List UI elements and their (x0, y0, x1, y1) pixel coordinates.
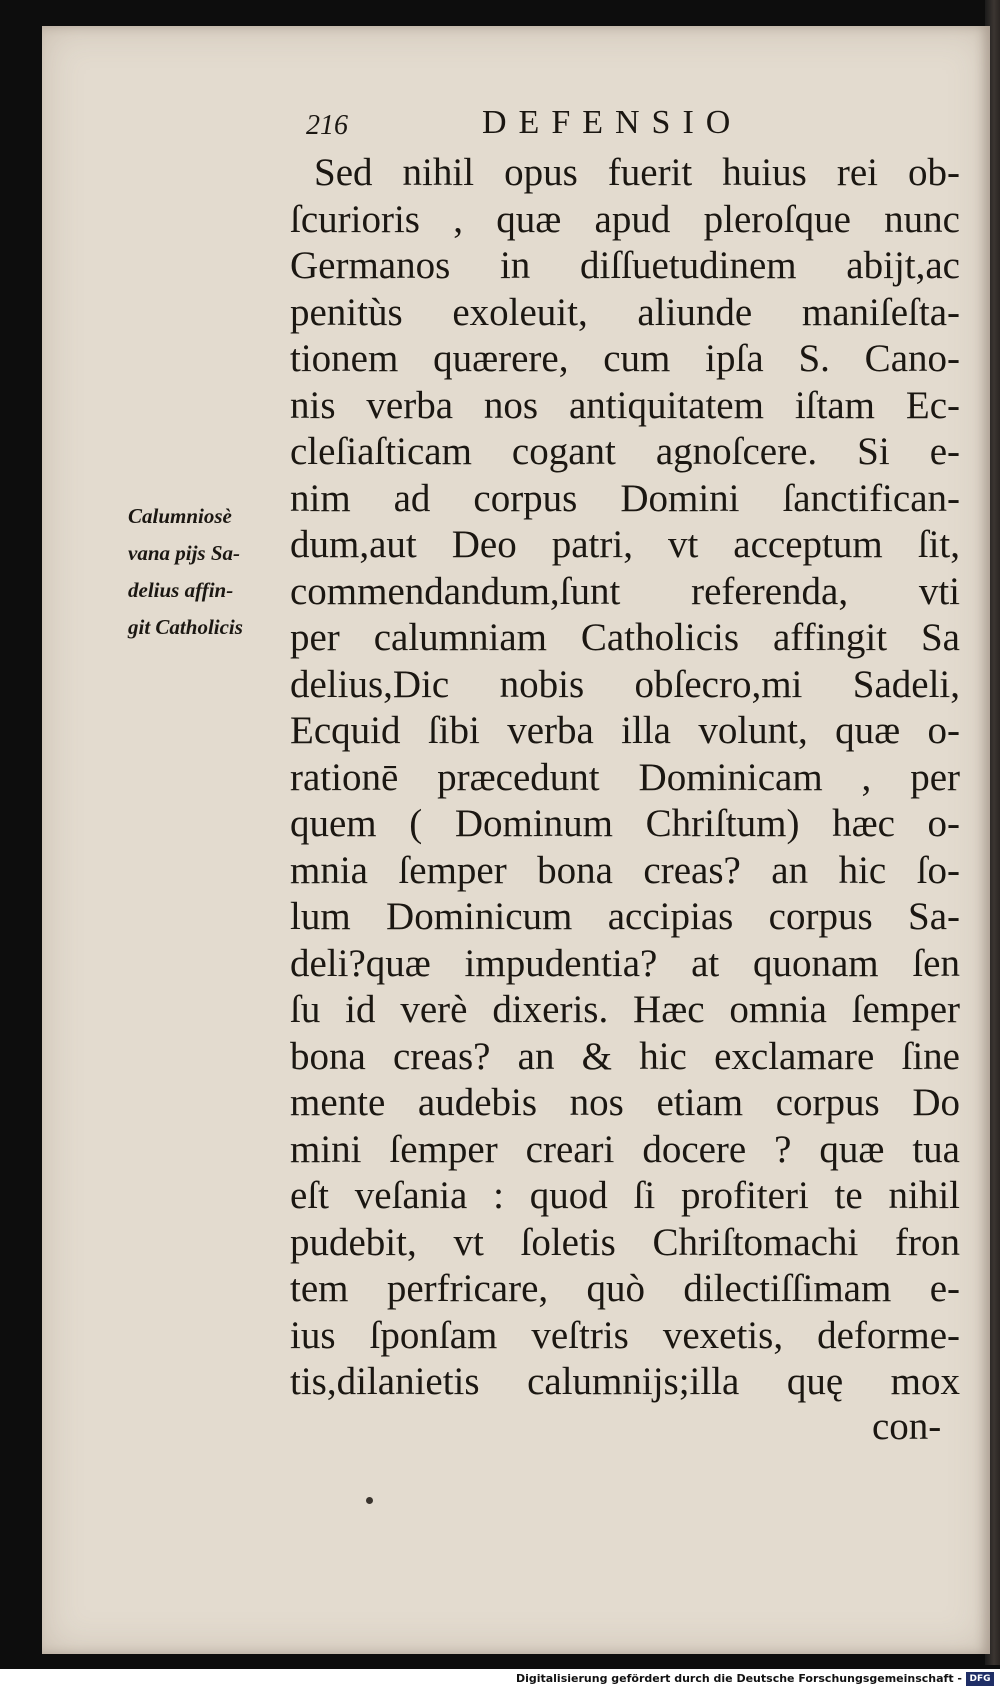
page-number: 216 (306, 110, 348, 141)
text-line: deli?quæ impudentia? at quonam ſen (290, 941, 960, 985)
text-line: nim ad corpus Domini ſanctifican- (290, 476, 960, 520)
marginal-note-line: delius affin- (128, 578, 234, 602)
text-line: tem perfricare, quò dilectiſſimam e- (290, 1267, 960, 1310)
catchword: con- (872, 1405, 942, 1448)
text-line: Germanos in diſſuetudinem abijt,ac (290, 244, 960, 287)
text-line: per calumniam Catholicis affingit Sa (290, 616, 960, 659)
text-line: ſu id verè dixeris. Hæc omnia ſemper (290, 988, 960, 1031)
text-line: quem ( Dominum Chriſtum) hæc o- (290, 802, 960, 845)
text-line: delius,Dic nobis obſecro,mi Sadeli, (290, 662, 960, 706)
marginal-note-line: git Catholicis (128, 615, 243, 639)
main-text-block (290, 150, 960, 1406)
text-line: Sed nihil opus fuerit huius rei ob- (314, 151, 960, 194)
text-line: pudebit, vt ſoletis Chriſtomachi fron (290, 1220, 960, 1264)
text-line: mente audebis nos etiam corpus Do (290, 1081, 960, 1124)
text-line: ius ſponſam veſtris vexetis, deforme- (290, 1313, 960, 1357)
text-line: ſcurioris , quæ apud pleroſque nunc (290, 197, 960, 241)
text-line: cleſiaſticam cogant agnoſcere. Si e- (290, 430, 960, 473)
text-line: bona creas? an & hic exclamare ſine (290, 1034, 960, 1078)
footer-credit: Digitalisierung gefördert durch die Deutsche Forschungsgemeinschaft - (515, 1672, 962, 1685)
dfg-logo: DFG (966, 1672, 994, 1686)
text-line: tionem quærere, cum ipſa S. Cano- (290, 337, 960, 380)
text-line: rationē præcedunt Dominicam , per (290, 755, 960, 799)
running-head: DEFENSIO (482, 104, 743, 141)
digitization-footer (0, 1669, 1000, 1689)
text-line: nis verba nos antiquitatem iſtam Ec- (290, 383, 960, 427)
text-line: eſt veſania : quod ſi profiteri te nihil (290, 1174, 960, 1217)
text-line: lum Dominicum accipias corpus Sa- (290, 895, 960, 938)
text-line: tis,dilanietis calumnijs;illa quę mox (290, 1360, 960, 1403)
text-line: commendandum,ſunt referenda, vti (290, 569, 960, 613)
text-line: dum,aut Deo patri, vt acceptum ſit, (290, 523, 960, 566)
text-line: mnia ſemper bona creas? an hic ſo- (290, 848, 960, 892)
text-line: Ecquid ſibi verba illa volunt, quæ o- (290, 709, 960, 752)
text-line: penitùs exoleuit, aliunde maniſeſta- (290, 290, 960, 334)
ink-speck (366, 1497, 373, 1504)
marginal-note-line: vana pijs Sa- (128, 541, 241, 565)
text-line: mini ſemper creari docere ? quæ tua (290, 1127, 960, 1171)
marginal-note-line: Calumniosè (128, 504, 232, 528)
marginal-note (128, 498, 288, 646)
